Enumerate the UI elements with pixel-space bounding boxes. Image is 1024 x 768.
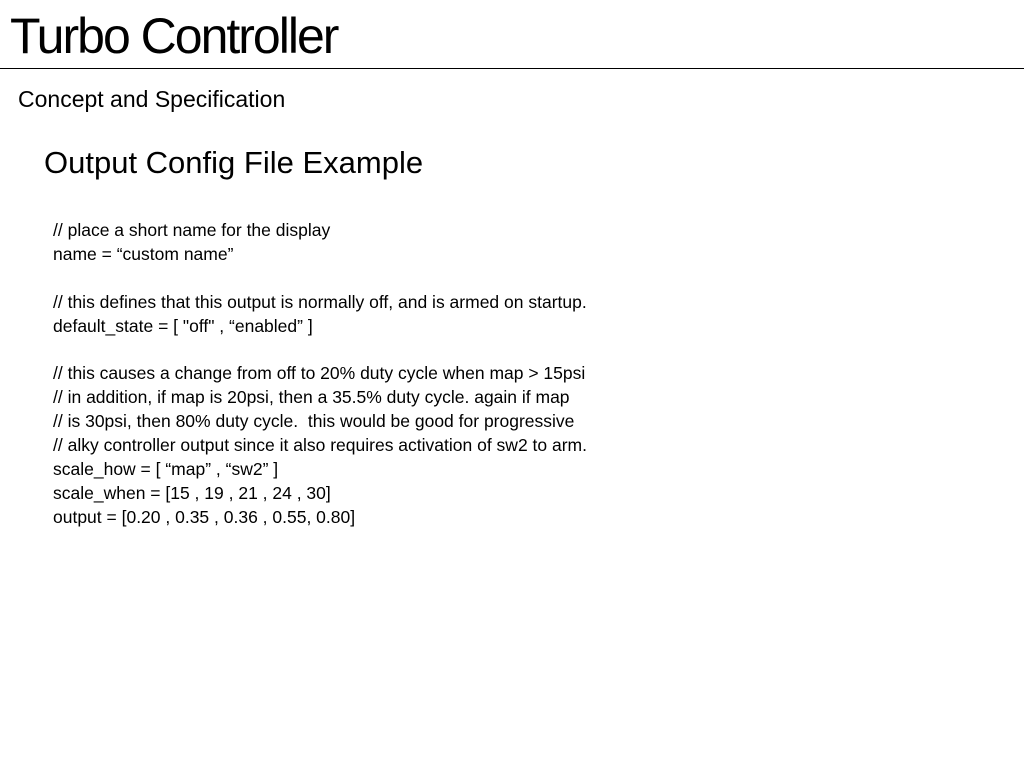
section-heading: Output Config File Example	[44, 145, 424, 180]
config-line-blank	[53, 338, 953, 362]
config-line: // this causes a change from off to 20% duty cycle when map > 15psi	[53, 363, 586, 384]
config-line: scale_how = [ “map” , “sw2” ]	[53, 458, 279, 479]
config-line: output = [0.20 , 0.35 , 0.36 , 0.55, 0.80]	[53, 506, 356, 527]
config-line-blank	[53, 267, 953, 291]
slide-title: Turbo Controller	[10, 8, 338, 64]
config-line: default_state = [ "off" , “enabled” ]	[53, 315, 313, 336]
config-line: // in addition, if map is 20psi, then a 35.5% duty cycle. again if map	[53, 387, 570, 408]
config-line: name = “custom name”	[53, 243, 234, 264]
slide-subtitle: Concept and Specification	[18, 86, 286, 112]
config-line: // this defines that this output is normally off, and is armed on startup.	[53, 291, 587, 312]
config-line: // alky controller output since it also requires activation of sw2 to arm.	[53, 435, 587, 456]
config-line: // is 30psi, then 80% duty cycle. this would be good for progressive	[53, 411, 575, 432]
config-line: // place a short name for the display	[53, 220, 331, 240]
title-divider	[0, 68, 1024, 69]
config-example	[53, 219, 953, 530]
config-line: scale_when = [15 , 19 , 21 , 24 , 30]	[53, 482, 331, 503]
